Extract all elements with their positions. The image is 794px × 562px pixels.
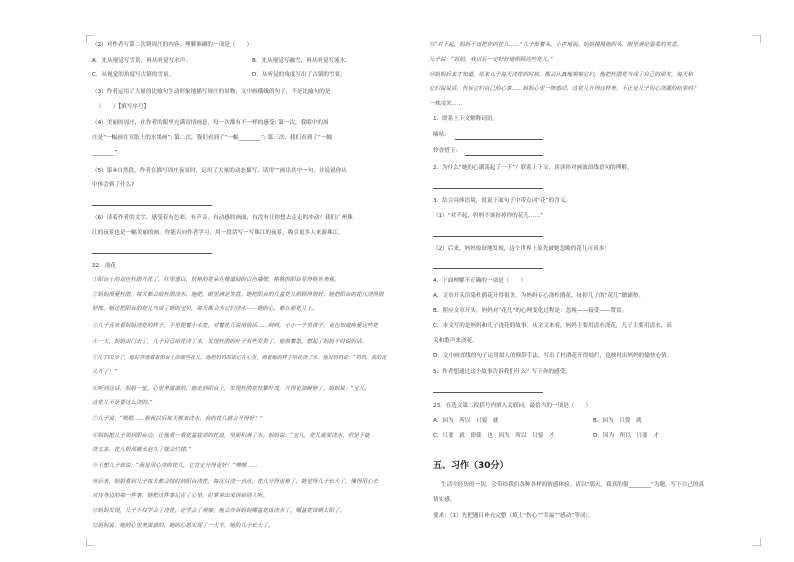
- question-23: 23．在选文第二段括号内填入关联词，最恰当的一项是（ ）: [433, 403, 592, 409]
- crop-mark-top-right: [753, 35, 761, 43]
- question-b3-2: （2）后来，妈妈惊讶地发现，这个世界上原先被她忽略的花儿可真多！: [433, 246, 610, 252]
- crop-mark-bottom-right: [753, 538, 761, 546]
- passage-line: ⑤儿子10岁了，他好奇地看着阳台上的那些花儿。他把妈妈的话记在心里，照着她的样子给花浇了水。他对妈妈说：“妈妈，我的花: [92, 355, 387, 361]
- question-3-line-2: （ ）【填写序号】: [96, 104, 150, 110]
- question-6-line-1: （6）读着作者的文字，感受着有色彩、有声音、有动感的画面，有没有让你想去走走的冲动？我们广州珠: [92, 215, 353, 221]
- section-title: 五、习作（30分）: [433, 461, 509, 471]
- passage-line: ⑦儿子说：“嗯嗯……那我以后每天都来浇水，我的花儿就会开得好！”: [92, 416, 263, 422]
- question-6-line-2: 江的夜景也是一幅美丽的画，你能否向作者学习，用一段话写一写珠江的夜景，吸引更多人来游珠江。: [92, 230, 344, 236]
- passage-line: ⑪妈妈发现，儿子不仅学会了浇花，还学会了观察，他会告诉妈妈哪盆花该浇水了，哪盆花该晒太阳了。: [92, 508, 346, 514]
- question-b1-b: 怜香惜玉：: [433, 148, 461, 154]
- answer-line: [433, 236, 543, 237]
- answer-line: [465, 155, 543, 156]
- option-c-cont: 关和歌声来浇花。: [433, 338, 478, 344]
- passage-line: 一株浅笑……: [429, 101, 463, 107]
- question-5-line-2: 中体会到了什么?: [92, 182, 135, 188]
- question-b3: 3．结合具体语境，说说下面句子中带点词“花”的含义。: [433, 198, 572, 204]
- essay-requirements: 要求：（1）先把题目补充完整（填上“伤心”“幸福”“感动”等词）。: [433, 513, 594, 519]
- essay-prompt-line-1: 生活中经历的一切，会带给我们各种各样的情感体验。请以“那天，我真的很________”为题，写下自己的真: [441, 482, 705, 488]
- passage-line: ⑨不想儿子却说：“我是用心浇的花儿，它肯定开得更好！”嘿嘿……: [92, 463, 258, 469]
- question-b5: 5．作者想通过这个故事告诉我们什么？写下你的感受。: [433, 369, 571, 375]
- option-d: D．因为 所以 只要 才: [593, 433, 659, 439]
- question-3-line-1: （3）作者运用了大量的比喻句生动形象地描写周庄的景物，文中画横线的句子，不是比喻句的是: [92, 89, 331, 95]
- passage-line: ⑭妈妈后来才知道，原来儿子每天浇花的时候，都会认真地观察它们，他把杜鹃花当成了自己的朋友，每天和: [429, 72, 694, 78]
- answer-line: [92, 205, 212, 206]
- crop-mark-bottom-left: [86, 538, 94, 546]
- passage-line: 对待身边的每一件事，她把这件事记在了心里，时常拿出来讲给别人听。: [92, 493, 269, 499]
- answer-line: [92, 253, 212, 254]
- answer-line: [433, 392, 543, 393]
- passage-line: 好像。她还把阳台的花儿当成了她的宝贝，每天都会为它们浇水——她的心，都在那花儿上。: [92, 306, 318, 312]
- option-c: C．从视觉的角度写古镇的雪景。: [92, 72, 175, 78]
- passage-title: 22．浇花: [92, 263, 116, 269]
- option-b: B．照应文章开头，妈妈对“花儿”的心理变化过程是：忽视——接受——赞赏。: [433, 308, 628, 314]
- passage-line: 儿子说：“妈妈，我以后一定好好地照顾这些花儿。”: [429, 57, 553, 63]
- passage-line: 这花儿不是要这么浇的。”: [92, 400, 153, 406]
- question-2: （2）对作者写第二次到周庄的内容，理解准确的一项是（ ）: [92, 42, 253, 48]
- question-4-line-2: 庄是“一幅画在宣纸上的水墨画”; 第二次，我们看到了“一幅________”; 第三次，我们看到了“一幅: [92, 135, 332, 141]
- passage-line: 它们说说话，告诉它们自己的心事……妈妈心里一阵感动，这花儿开得这样美，不正是儿子用心浇灌的结果吗？: [429, 86, 699, 92]
- passage-line: ⑩后来，妈妈看到儿子每天都会按时到阳台浇花，每次只浇一点点，花儿开得更艳了，她觉得儿子长大了，懂得用心去: [92, 479, 379, 485]
- answer-line: [455, 139, 543, 140]
- answer-line: [433, 268, 543, 269]
- question-b2: 2．为什么“她的心湖荡起了一下”？联系上下文，谈谈你对画波浪线语句的理解。: [433, 165, 633, 171]
- passage-line: 儿开了！”: [92, 369, 117, 375]
- passage-line: ⑧妈妈把儿子领到阳台边，让他看一看花盆底部的托盘，里面积满了水。妈妈说：“宝儿，花儿需要浇水，但是不能: [92, 433, 370, 439]
- question-b1: 1．联系上下文解释词语。: [433, 116, 499, 122]
- passage-line: ⑫妈妈说：她的心里美滋滋的，她的心愿实现了一大半，她的儿子长大了。: [92, 523, 274, 529]
- option-c: C．本文写的是妈妈和儿子浇花的故事。从全文来看，妈妈主要用清水浇花，儿子主要用清水、高: [433, 323, 672, 329]
- option-a: A．文章开头渲染杜鹃花开得很美，为妈妈专心浇杜鹃花、扯掉儿子的“花儿”做铺垫。: [433, 293, 644, 299]
- question-4-line-3: ________”。: [92, 150, 123, 156]
- passage-line: ⑥听到这话，妈妈一怔，心里美滋滋的，她走到阳台上，发现杜鹃花枝繁叶茂，开得更加鲜艳了。妈妈说：“宝儿，: [92, 386, 370, 392]
- question-b3-1: （1）“对不起，妈妈不该扯掉你的花儿……”: [433, 213, 544, 219]
- option-b: B．因为 只要 就: [593, 418, 642, 424]
- question-b1-a: 嘀咕：: [433, 132, 450, 138]
- option-d: D．从听觉的角度写出了古镇的雪景。: [252, 72, 346, 78]
- right-column: [397, 0, 794, 562]
- question-5-line-1: （5）第④自然段，作者在描写周庄夜景时，运用了大量的动态描写，请用“”画出其中一句，并说说你从: [92, 168, 347, 174]
- essay-prompt-line-2: 情实感。: [433, 497, 456, 503]
- option-d: D．文中画直线的句子运用拟人的修辞手法，写出了杜鹃花开得灿烂，也映衬出妈妈的愉快心情。: [433, 353, 673, 359]
- answer-line: [433, 188, 543, 189]
- option-b: B．先从视觉写融雪，再从听觉写流水。: [252, 58, 351, 64]
- passage-line: ③儿子喜欢看妈妈浇花的样子，手里提着小水壶，对着花儿说悄悄话……呵呵，小小一个男孩子，竟也知道疼爱这些花: [92, 323, 379, 329]
- option-a: A．因为 所以 只要 就: [433, 418, 499, 424]
- passage-line: ①阳台上的双色杜鹃开花了，红里透白，妖艳的花朵在楼道间的白色墙壁，格格的阳台显得格外美观。: [92, 277, 340, 283]
- passage-line: ②妈妈很爱杜鹃，每天都会给杜鹃浇水、施肥，眼里满是笑意。她把阳台的几盆花儿照顾得很好，她把阳台的花儿浇得很: [92, 292, 384, 298]
- question-4-line-1: （4）美丽的周庄，在作者的眼里充满诗情画意，每一次都有不一样的感受: 第一次，我眼中的周: [92, 120, 329, 126]
- option-a: A．先从视觉写雪景，再从听觉写水声。: [92, 58, 191, 64]
- option-c: C．只要 就 即使 也 因为 所以 只要 才: [433, 433, 555, 439]
- question-b4: 4．下面理解不正确的一项是（ ）: [433, 278, 527, 284]
- passage-line: ⑬“对不起，妈妈不该把你的花儿……”儿子低着头，小声地说。妈妈摸摸他的头，眼里满是温柔的笑意。: [429, 42, 683, 48]
- passage-line: 浇太多，花儿根部被水泡久了就会烂掉。”: [92, 447, 192, 453]
- passage-line: ④一天，妈妈出门去了，儿子自己给花浇了水，发现杜鹃的叶子有些发黄了，他很着急，想起了妈妈平时说的话。: [92, 339, 368, 345]
